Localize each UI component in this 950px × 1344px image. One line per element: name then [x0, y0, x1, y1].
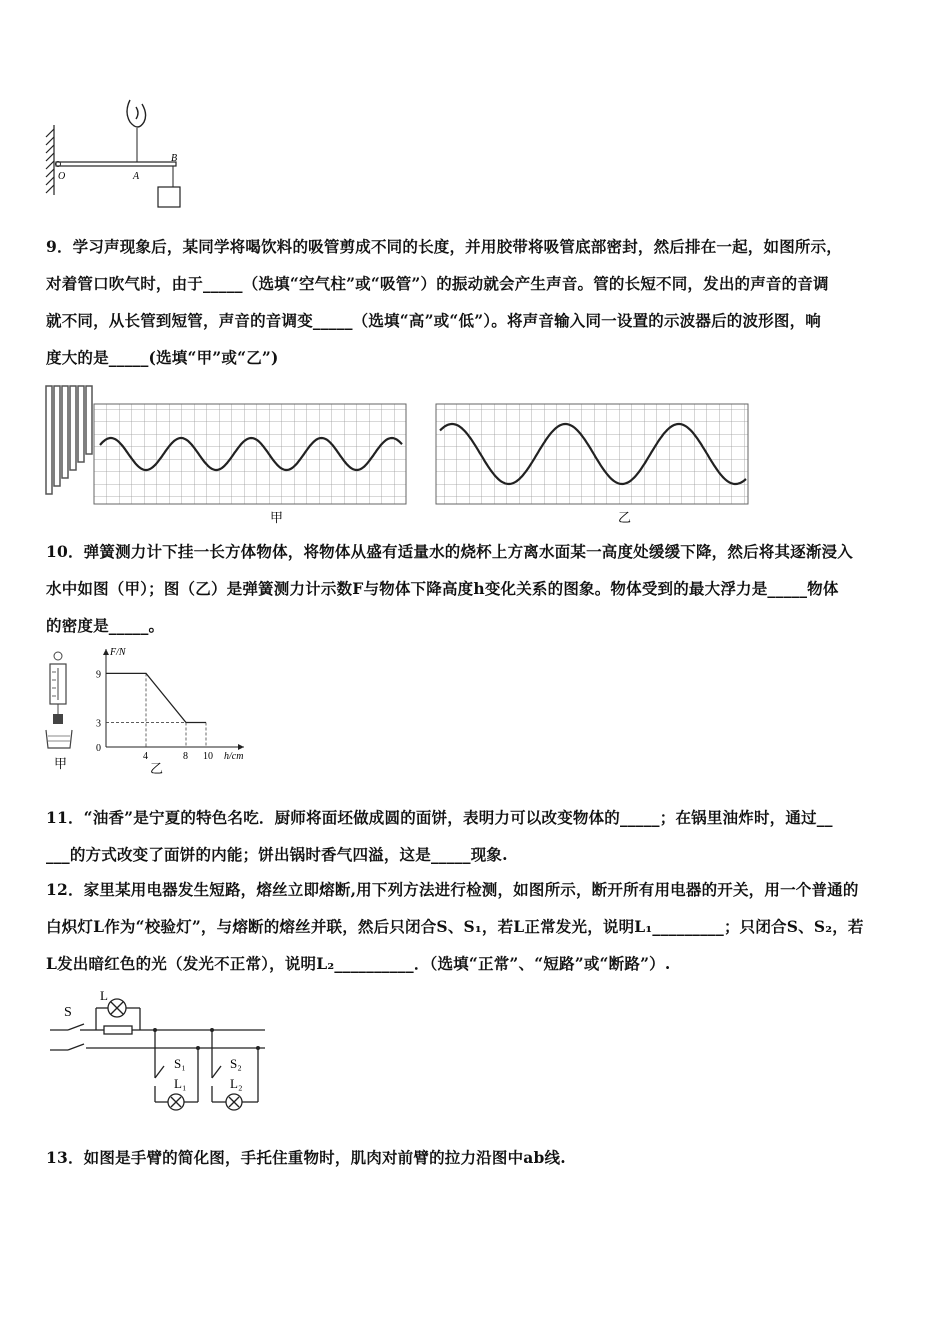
label-yi: 乙 [618, 511, 632, 526]
q11-line-1: 11．“油香”是宁夏的特色名吃．厨师将面坯做成圆的面饼，表明力可以改变物体的_____；在锅里油炸时，通过__ [46, 808, 833, 827]
label-a: A [133, 171, 140, 182]
q9-line-1: 9．学习声现象后，某同学将喝饮料的吸管剪成不同的长度，并用胶带将吸管底部密封，然后排在一起，如图所示， [46, 237, 842, 256]
y-tick-9: 9 [96, 669, 101, 681]
y-tick-3: 3 [96, 718, 101, 730]
lever-figure [40, 95, 200, 215]
label-s2: S₂ [230, 1056, 242, 1071]
weight-block [158, 187, 180, 207]
q9-line-4: 度大的是_____(选填“甲”或“乙”) [46, 348, 279, 367]
circuit-figure [40, 990, 280, 1120]
spring-scale-figure [40, 648, 90, 773]
x-tick-4: 4 [143, 751, 148, 762]
label-l1: L₁ [174, 1076, 187, 1091]
y-axis-label: F/N [110, 647, 126, 658]
label-s: S [64, 1005, 72, 1020]
label-jia: 甲 [270, 511, 284, 526]
fuse [104, 1026, 132, 1034]
label-l: L [100, 988, 108, 1003]
q12-line-2: 白炽灯L作为“校验灯”，与熔断的熔丝并联，然后只闭合S、S₁，若L正常发光，说明L₁_________；只闭合S、S₂，若 [46, 917, 864, 936]
series-line [106, 673, 206, 722]
label-s1: S₁ [174, 1056, 186, 1071]
y-axis-arrow [103, 649, 109, 655]
oscilloscope-jia [94, 404, 406, 504]
x-tick-10: 10 [203, 751, 213, 762]
x-axis-arrow [238, 744, 244, 750]
hand-icon [127, 100, 146, 127]
q10-line-2: 水中如图（甲）；图（乙）是弹簧测力计示数F与物体下降高度h变化关系的图象。物体受到的最大浮力是_____物体 [46, 579, 839, 598]
switch-s1 [155, 1066, 164, 1078]
straws [46, 386, 92, 494]
switch-s [68, 1024, 84, 1030]
label-o: O [58, 171, 66, 182]
q10-line-3: 的密度是_____。 [46, 616, 165, 635]
chart-label-yi: 乙 [150, 762, 164, 777]
y-tick-0: 0 [96, 743, 101, 754]
force-height-chart [92, 645, 252, 775]
label-l2: L₂ [230, 1076, 243, 1091]
label-jia-10: 甲 [54, 757, 68, 772]
q11-line-2: ___的方式改变了面饼的内能；饼出锅时香气四溢，这是_____现象. [46, 845, 508, 864]
waveform-figure [44, 384, 764, 529]
q13-line-1: 13．如图是手臂的简化图，手托住重物时，肌肉对前臂的拉力沿图中ab线. [46, 1148, 566, 1167]
q9-line-3: 就不同，从长管到短管，声音的音调变_____（选填“高”或“低”）。将声音输入同一设置的示波器后的波形图，响 [46, 311, 821, 330]
x-tick-8: 8 [183, 751, 188, 762]
q9-line-2: 对着管口吹气时，由于_____（选填“空气柱”或“吸管”）的振动就会产生声音。管的长短不同，发出的声音的音调 [46, 274, 829, 293]
q10-line-1: 10．弹簧测力计下挂一长方体物体，将物体从盛有适量水的烧杯上方离水面某一高度处缓缓下降，然后将其逐渐浸入 [46, 542, 853, 561]
q12-line-3: L发出暗红色的光（发光不正常），说明L₂__________．（选填“正常”、“短路”或“断路”）. [46, 954, 671, 973]
label-b: B [171, 153, 178, 164]
oscilloscope-yi [436, 404, 748, 504]
q12-line-1: 12．家里某用电器发生短路，熔丝立即熔断,用下列方法进行检测，如图所示，断开所有用电器的开关，用一个普通的 [46, 880, 859, 899]
switch-s2 [212, 1066, 221, 1078]
wall-hatch [46, 125, 54, 195]
lever-bar [56, 162, 176, 166]
x-axis-label: h/cm [224, 751, 244, 762]
